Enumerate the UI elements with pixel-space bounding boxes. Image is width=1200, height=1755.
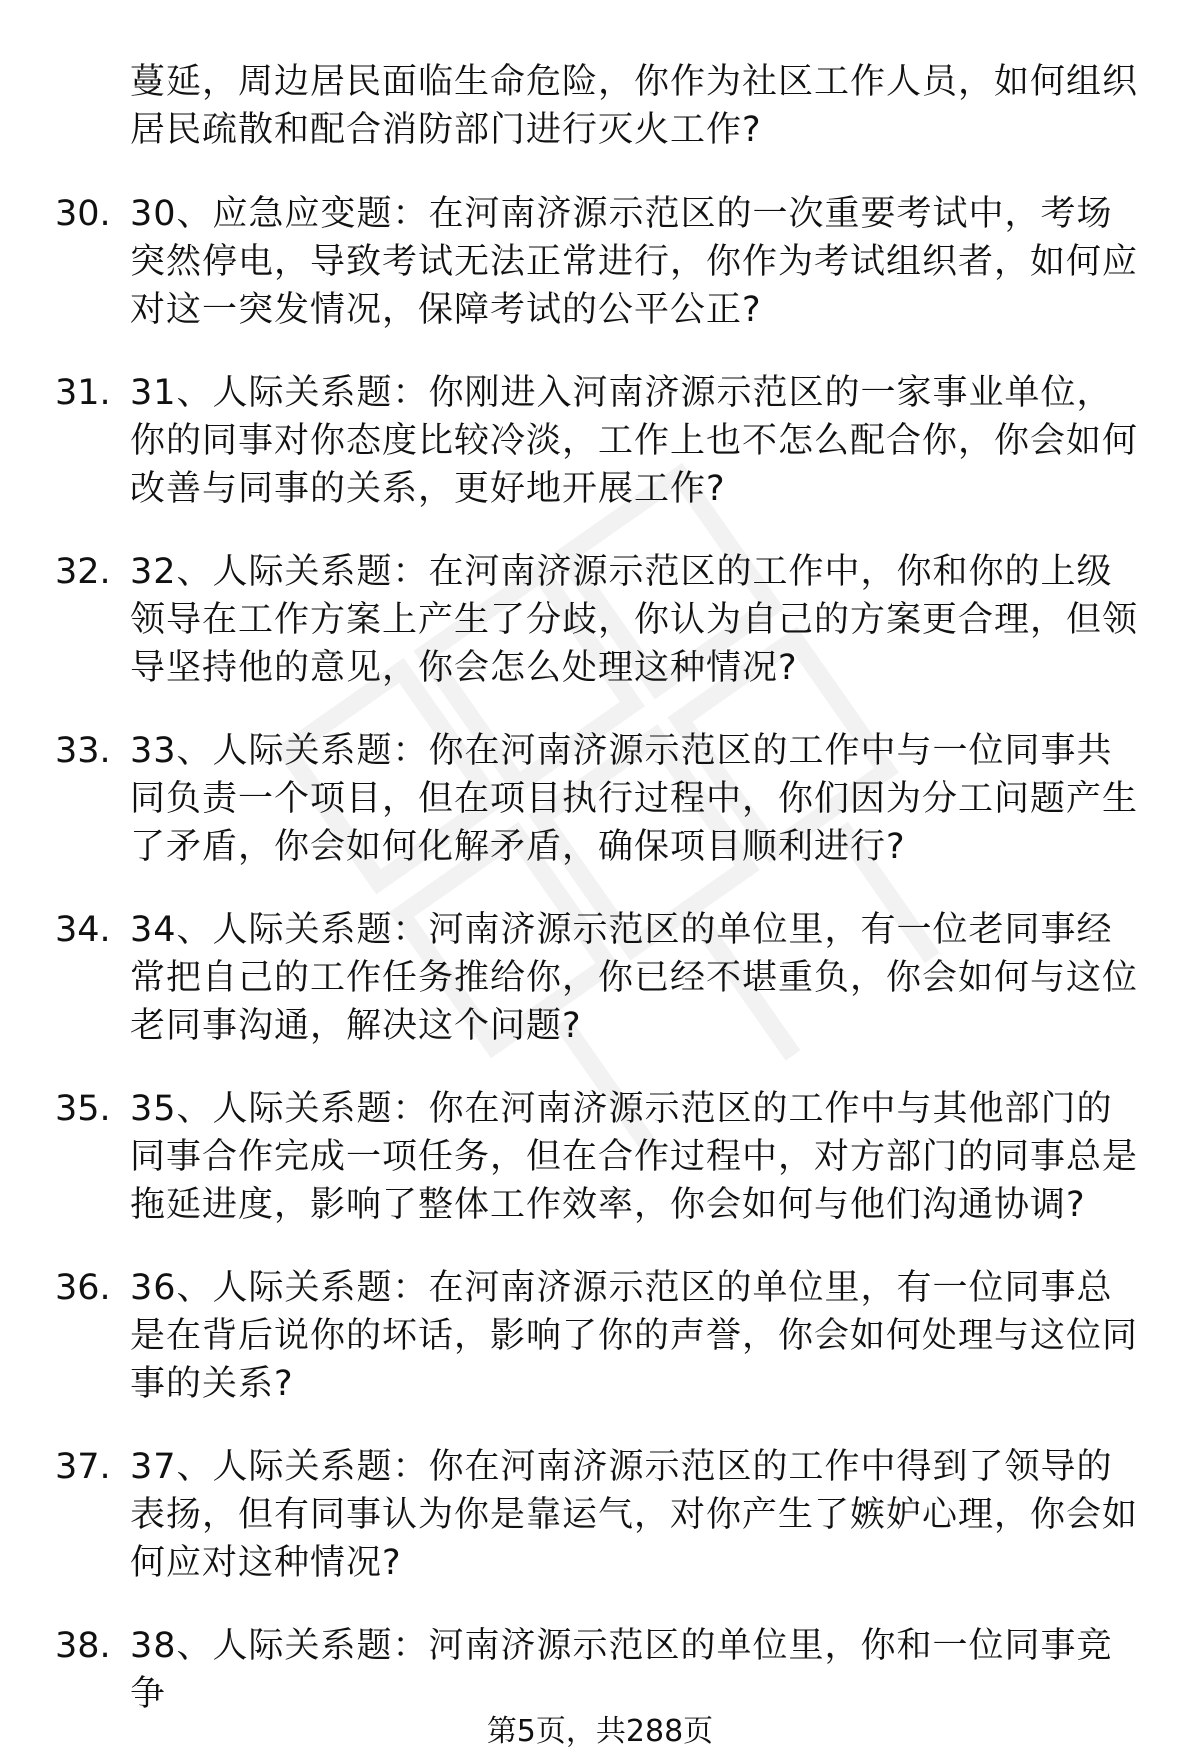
question-item [0,1085,1200,1229]
question-text: 35、人际关系题：你在河南济源示范区的工作中与其他部门的同事合作完成一项任务，但在合作过程中，对方部门的同事总是拖延进度，影响了整体工作效率，你会如何与他们沟通协调? [130,1089,1139,1225]
question-number: 30. [55,194,111,234]
question-list [0,190,1200,1714]
page-number-footer: 第5页，共288页 [486,1714,714,1749]
question-number: 35. [55,1089,111,1129]
question-item [0,727,1200,871]
question-item [0,1443,1200,1587]
question-item [0,1264,1200,1408]
intro-continuation-text: 蔓延，周边居民面临生命危险，你作为社区工作人员，如何组织居民疏散和配合消防部门进行灭火工作? [130,62,1139,150]
question-text: 31、人际关系题：你刚进入河南济源示范区的一家事业单位，你的同事对你态度比较冷淡，工作上也不怎么配合你，你会如何改善与同事的关系，更好地开展工作? [130,373,1139,509]
question-text: 37、人际关系题：你在河南济源示范区的工作中得到了领导的表扬，但有同事认为你是靠运气，对你产生了嫉妒心理，你会如何应对这种情况? [130,1447,1139,1583]
question-number: 32. [55,552,111,592]
question-number: 31. [55,373,111,413]
question-text: 38、人际关系题：河南济源示范区的单位里，你和一位同事竞争 [130,1626,1113,1714]
question-item [0,369,1200,513]
question-item [0,906,1200,1050]
question-number: 33. [55,731,111,771]
question-number: 34. [55,910,111,950]
question-item [0,190,1200,334]
question-text: 36、人际关系题：在河南济源示范区的单位里，有一位同事总是在背后说你的坏话，影响了你的声誉，你会如何处理与这位同事的关系? [130,1268,1139,1404]
question-text: 30、应急应变题：在河南济源示范区的一次重要考试中，考场突然停电，导致考试无法正常进行，你作为考试组织者，如何应对这一突发情况，保障考试的公平公正? [130,194,1139,330]
question-number: 38. [55,1626,111,1666]
question-number: 37. [55,1447,111,1487]
question-item [0,1622,1200,1714]
question-text: 33、人际关系题：你在河南济源示范区的工作中与一位同事共同负责一个项目，但在项目执行过程中，你们因为分工问题产生了矛盾，你会如何化解矛盾，确保项目顺利进行? [130,731,1139,867]
question-number: 36. [55,1268,111,1308]
question-text: 34、人际关系题：河南济源示范区的单位里，有一位老同事经常把自己的工作任务推给你，你已经不堪重负，你会如何与这位老同事沟通，解决这个问题? [130,910,1139,1046]
question-text: 32、人际关系题：在河南济源示范区的工作中，你和你的上级领导在工作方案上产生了分歧，你认为自己的方案更合理，但领导坚持他的意见，你会怎么处理这种情况? [130,552,1139,688]
question-item [0,548,1200,692]
